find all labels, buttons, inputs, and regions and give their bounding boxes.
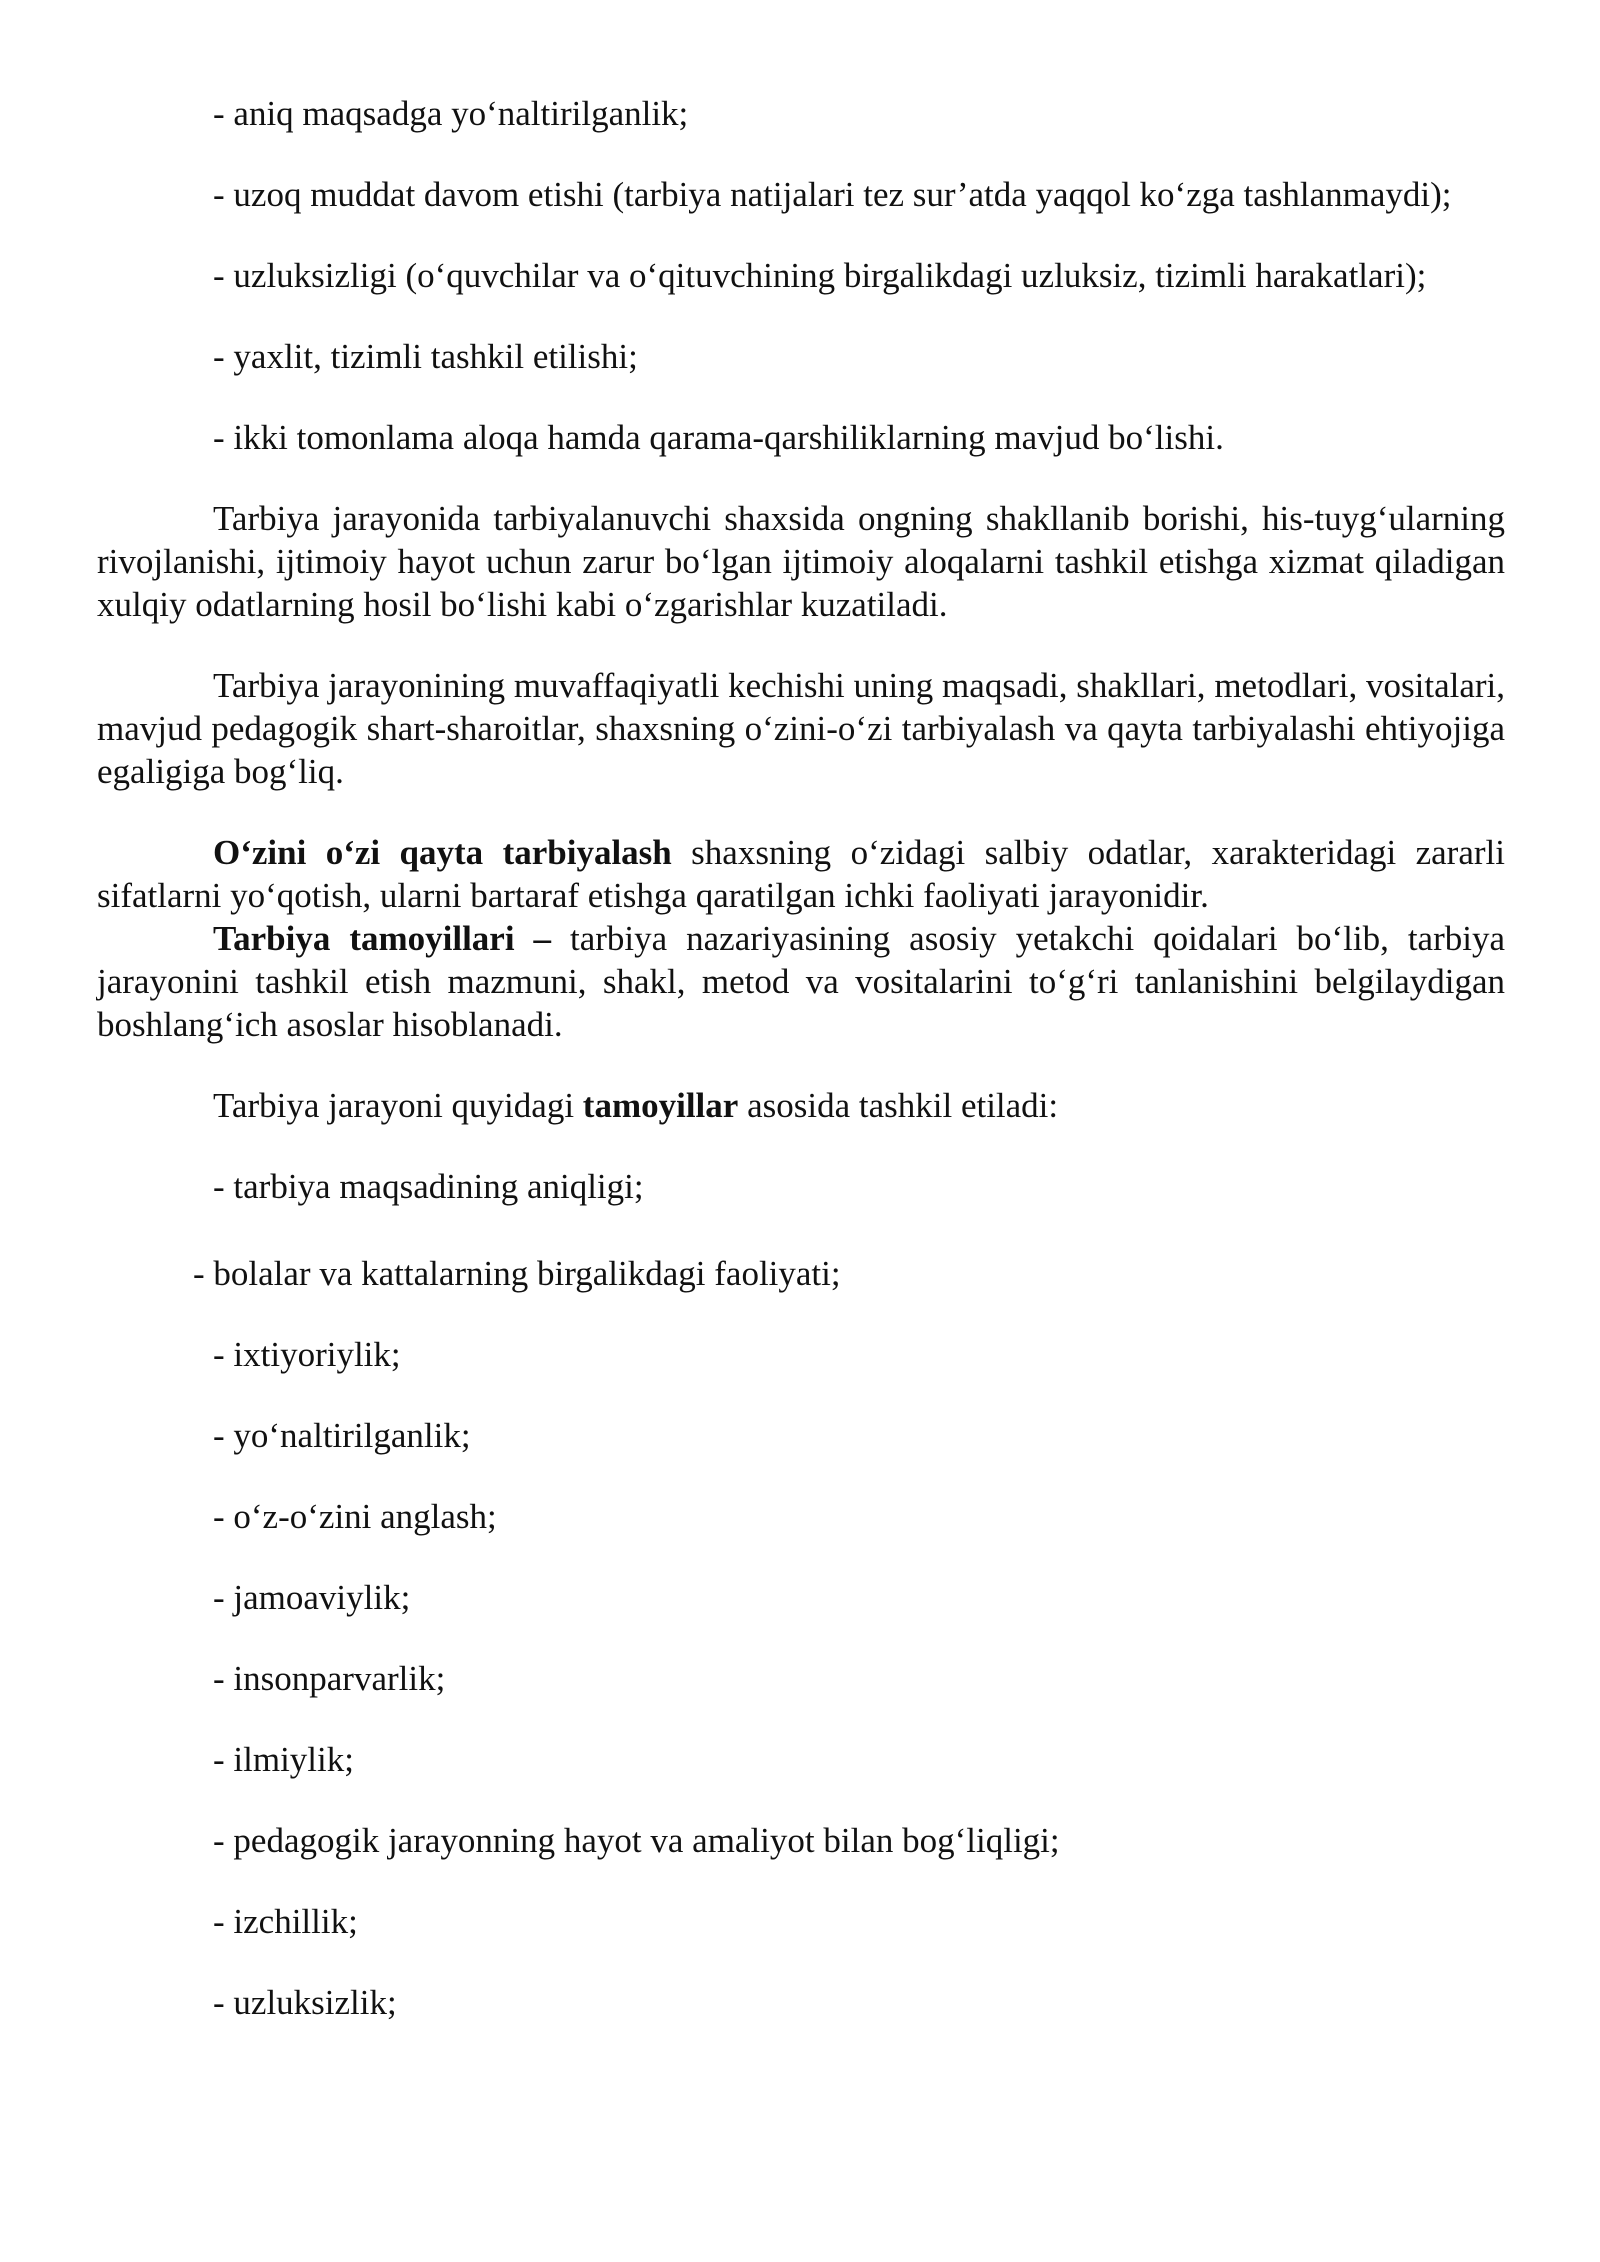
principle-item: - jamoaviylik; xyxy=(213,1578,411,1617)
principle-item: - ilmiylik; xyxy=(213,1740,354,1779)
paragraph-quyidagi-tamoyillar xyxy=(97,1084,1505,1127)
principle-item: - izchillik; xyxy=(213,1902,358,1941)
principle-item: - insonparvarlik; xyxy=(213,1659,446,1698)
intro-text-end: asosida tashkil etiladi: xyxy=(738,1086,1059,1125)
term-tarbiya-tamoyillari: Tarbiya tamoyillari – xyxy=(213,919,552,958)
intro-text: Tarbiya jarayoni quyidagi xyxy=(213,1086,583,1125)
principle-item: - ixtiyoriylik; xyxy=(213,1335,401,1374)
paragraph-ozini-ozi xyxy=(97,831,1505,917)
paragraph-uzluksizligi: - uzluksizligi (o‘quvchilar va o‘qituvchining birgalikdagi uzluksiz, tizimli harakatlari); xyxy=(213,256,1427,295)
paragraph-tarbiya-tamoyillari xyxy=(97,917,1505,1046)
paragraph-muvaffaqiyatli: Tarbiya jarayonining muvaffaqiyatli kechishi uning maqsadi, shakllari, metodlari, vositalari, mavjud pedagogik shart-sharoitlar, shaxsning o‘zini-o‘zi tarbiyalash va qayta tarbiyalashi ehtiyojiga egaligiga bog‘liq. xyxy=(97,666,1505,791)
term-tamoyillar: tamoyillar xyxy=(582,1086,739,1125)
principle-item: - uzluksizlik; xyxy=(213,1983,397,2022)
principle-item: - bolalar va kattalarning birgalikdagi faoliyati; xyxy=(193,1254,841,1293)
list-item-yaxlit: - yaxlit, tizimli tashkil etilishi; xyxy=(213,337,638,376)
principle-item: - o‘z-o‘zini anglash; xyxy=(213,1497,497,1536)
paragraph-uzoq-muddat: - uzoq muddat davom etishi (tarbiya natijalari tez sur’atda yaqqol ko‘zga tashlanmaydi); xyxy=(213,175,1452,214)
term-ozini-ozi: O‘zini o‘zi qayta tarbiyalash xyxy=(213,833,672,872)
principle-item: - yo‘naltirilganlik; xyxy=(213,1416,471,1455)
definition-tarbiya-tamoyillari: tarbiya nazariyasining asosiy yetakchi qoidalari bo‘lib, tarbiya jarayonini tashkil etish mazmuni, shakl, metod va vositalarini to‘g‘ri tanlanishini belgilaydigan boshlang‘ich asoslar hisoblanadi. xyxy=(97,919,1505,1044)
principle-item: - tarbiya maqsadining aniqligi; xyxy=(213,1167,644,1206)
list-item-ikki-tomonlama: - ikki tomonlama aloqa hamda qarama-qarshiliklarning mavjud bo‘lishi. xyxy=(213,418,1224,457)
paragraph-tarbiya-jarayonida: Tarbiya jarayonida tarbiyalanuvchi shaxsida ongning shakllanib borishi, his-tuyg‘ularning rivojlanishi, ijtimoiy hayot uchun zarur bo‘lgan ijtimoiy aloqalarni tashkil etishga xizmat qiladigan xulqiy odatlarning hosil bo‘lishi kabi o‘zgarishlar kuzatiladi. xyxy=(97,499,1505,624)
definition-ozini-ozi: shaxsning o‘zidagi salbiy odatlar, xarakteridagi zararli sifatlarni yo‘qotish, ularni bartaraf etishga qaratilgan ichki faoliyati jarayonidir. xyxy=(97,833,1505,915)
principle-item: - pedagogik jarayonning hayot va amaliyot bilan bog‘liqligi; xyxy=(213,1821,1060,1860)
list-item-aniq: - aniq maqsadga yo‘naltirilganlik; xyxy=(213,94,689,133)
